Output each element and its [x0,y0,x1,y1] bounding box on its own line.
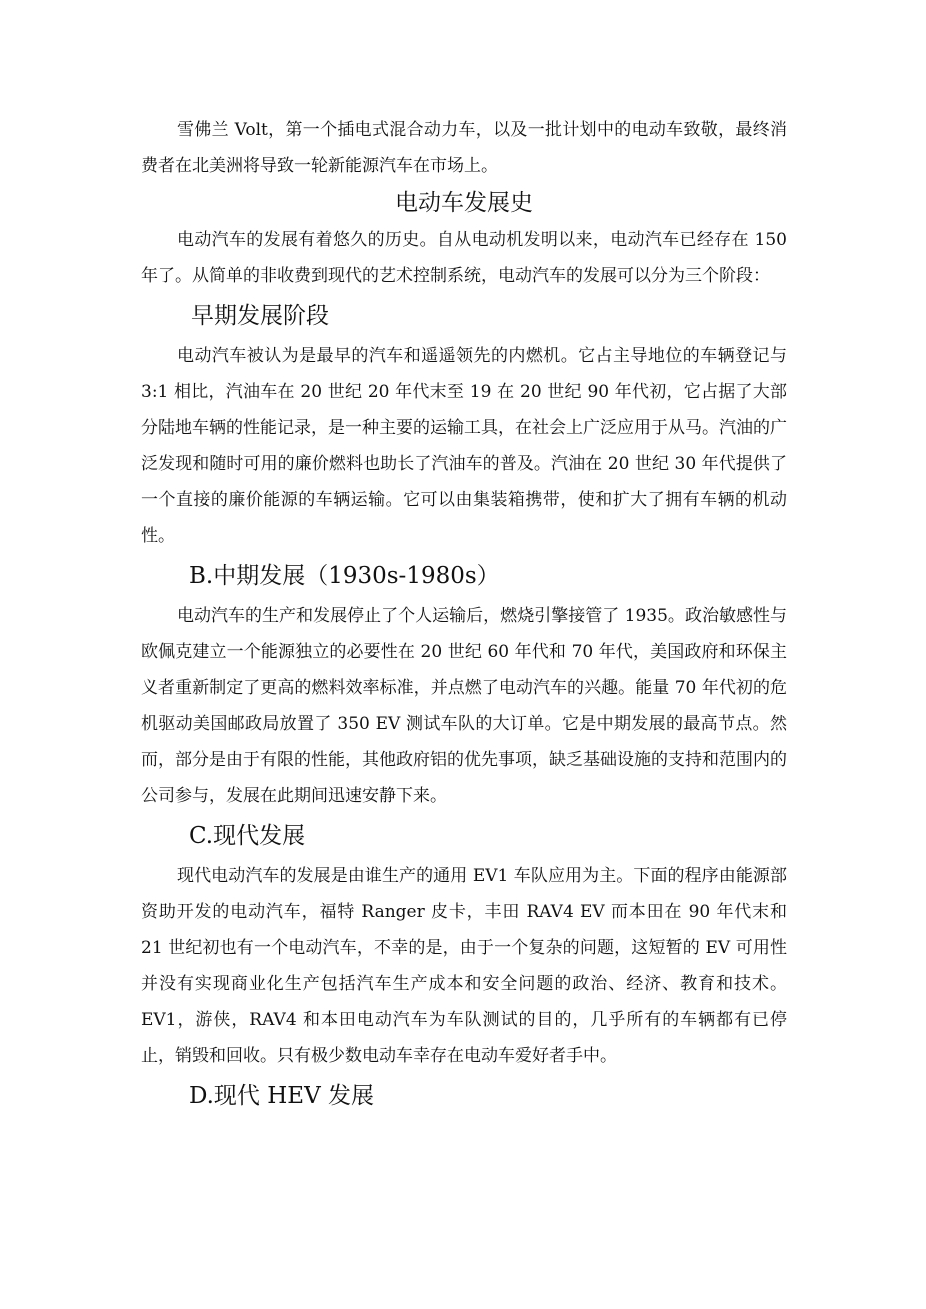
section-heading-middle: B.中期发展（1930s-1980s） [189,563,500,589]
section-heading-early: 早期发展阶段 [191,303,329,329]
section-paragraph-middle: 电动汽车的生产和发展停止了个人运输后，燃烧引擎接管了 1935。政治敏感性与欧佩克建立一个能源独立的必要性在 20 世纪 60 年代和 70 年代，美国政府和环保主义者重新制定了更高的燃料效率标准，并点燃了电动汽车的兴趣。能量 70 年代初的危机驱动美国邮政局放置了 350 EV 测试车队的大订单。它是中期发展的最高节点。然而，部分是由于有限的性能，其他政府铝的优先事项，缺乏基础设施的支持和范围内的公司参与，发展在此期间迅速安静下来。 [141,606,787,806]
intro-paragraph: 雪佛兰 Volt，第一个插电式混合动力车，以及一批计划中的电动车致敬，最终消费者在北美洲将导致一轮新能源汽车在市场上。 [141,120,787,176]
document-body [141,112,787,1118]
section-paragraph-modern: 现代电动汽车的发展是由谁生产的通用 EV1 车队应用为主。下面的程序由能源部资助开发的电动汽车，福特 Ranger 皮卡，丰田 RAV4 EV 而本田在 90 年代末和 21 世纪初也有一个电动汽车，不幸的是，由于一个复杂的问题，这短暂的 EV 可用性并没有实现商业化生产包括汽车生产成本和安全问题的政治、经济、教育和技术。EV1，游侠，RAV4 和本田电动汽车为车队测试的目的，几乎所有的车辆都有已停止，销毁和回收。只有极少数电动车幸存在电动车爱好者手中。 [141,866,787,1066]
section-paragraph-early: 电动汽车被认为是最早的汽车和遥遥领先的内燃机。它占主导地位的车辆登记与 3:1 相比，汽油车在 20 世纪 20 年代末至 19 在 20 世纪 90 年代初，它占据了大部分陆地车辆的性能记录，是一种主要的运输工具，在社会上广泛应用于从马。汽油的广泛发现和随时可用的廉价燃料也助长了汽油车的普及。汽油在 20 世纪 30 年代提供了一个直接的廉价能源的车辆运输。它可以由集装箱携带，使和扩大了拥有车辆的机动性。 [141,346,787,546]
section-heading-modern: C.现代发展 [189,823,306,849]
section-heading-modern-hev: D.现代 HEV 发展 [189,1083,375,1109]
document-title: 电动车发展史 [395,190,533,216]
overview-paragraph: 电动汽车的发展有着悠久的历史。自从电动机发明以来，电动汽车已经存在 150 年了。从简单的非收费到现代的艺术控制系统，电动汽车的发展可以分为三个阶段： [141,230,787,286]
